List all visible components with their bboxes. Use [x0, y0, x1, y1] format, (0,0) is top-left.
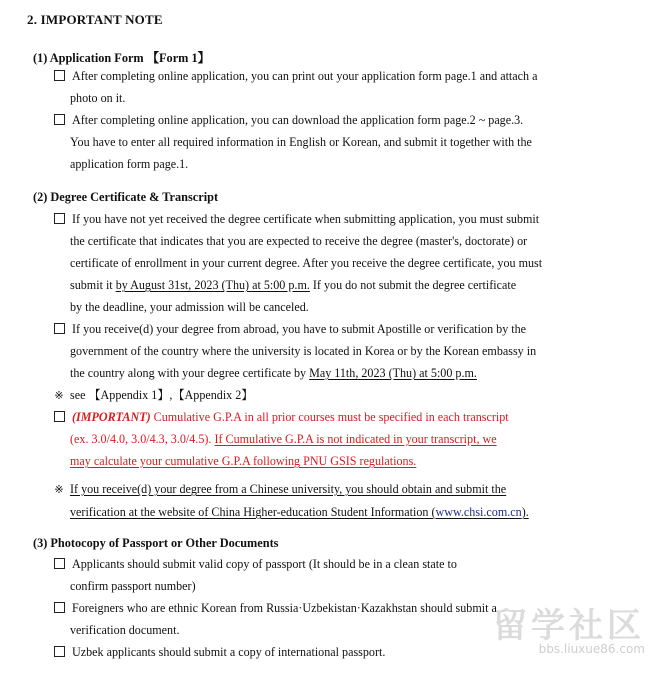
checkbox-icon [54, 213, 65, 224]
text-line: Uzbek applicants should submit a copy of international passport. [72, 645, 386, 659]
text-line [54, 274, 606, 296]
important-tag: (IMPORTANT) [72, 410, 151, 424]
section-2-title: (2) Degree Certificate & Transcript [33, 190, 219, 204]
reference-mark-icon: ※ [54, 390, 64, 402]
checkbox-icon [54, 646, 65, 657]
section-1-title: (1) Application Form 【Form 1】 [33, 51, 210, 65]
text-line: Applicants should submit valid copy of passport (It should be in a clean state to [72, 557, 457, 571]
page-heading: 2. IMPORTANT NOTE [27, 12, 163, 27]
text-line: application form page.1. [70, 157, 189, 171]
text-line: After completing online application, you can download the application form page.2 ~ page.3. [72, 113, 524, 127]
watermark-logo [493, 598, 645, 656]
reference-mark-icon: ※ [54, 484, 64, 496]
text-line: If you have not yet received the degree certificate when submitting application, you must submit [72, 212, 540, 226]
text-line [54, 501, 606, 523]
checkbox-icon [54, 114, 65, 125]
important-gpa-note [54, 406, 606, 472]
deadline-degree-certificate: by August 31st, 2023 (Thu) at 5:00 p.m. [115, 278, 310, 292]
text-segment: (ex. 3.0/4.0, 3.0/4.3, 3.0/4.5). [70, 432, 215, 446]
text-line [54, 428, 606, 450]
text-segment: If you do not submit the degree certificate [309, 278, 517, 292]
chsi-link[interactable]: www.chsi.com.cn [435, 505, 522, 519]
text-segment: verification at the website of China Higher-education Student Information ( [70, 505, 436, 519]
text-segment: ). [521, 505, 529, 519]
deadline-apostille: May 11th, 2023 (Thu) at 5:00 p.m. [309, 366, 477, 380]
text-line: photo on it. [70, 91, 126, 105]
section-3-item-1 [54, 553, 606, 597]
text-segment: the country along with your degree certificate by [70, 366, 310, 380]
text-line: After completing online application, you can print out your application form page.1 and attach a [72, 69, 538, 83]
watermark-url: bbs.liuxue86.com [538, 642, 645, 656]
appendix-text: see 【Appendix 1】,【Appendix 2】 [70, 388, 254, 402]
text-line: government of the country where the university is located in Korea or by the Korean embassy in [70, 344, 537, 358]
gpa-warning: If Cumulative G.P.A is not indicated in your transcript, we [214, 432, 497, 446]
checkbox-icon [54, 323, 65, 334]
section-2-item-2 [54, 318, 606, 384]
text-line: You have to enter all required information in English or Korean, and submit it together with the [70, 135, 532, 149]
section-1-item-1 [54, 65, 606, 109]
text-line: If you receive(d) your degree from a Chinese university, you should obtain and submit the [70, 482, 507, 496]
appendix-note [54, 384, 606, 407]
text-line [54, 362, 606, 384]
text-segment: submit it [70, 278, 116, 292]
text-line: Foreigners who are ethnic Korean from Russia·Uzbekistan·Kazakhstan should submit a [72, 601, 497, 615]
chinese-degree-note [54, 478, 606, 523]
text-line: certificate of enrollment in your current degree. After you receive the degree certificate, you must [70, 256, 543, 270]
watermark-text: 留学社区 [493, 606, 645, 646]
text-line: the certificate that indicates that you are expected to receive the degree (master's, doctorate) or [70, 234, 528, 248]
text-line: verification document. [70, 623, 180, 637]
checkbox-icon [54, 558, 65, 569]
text-line: by the deadline, your admission will be canceled. [70, 300, 309, 314]
checkbox-icon [54, 602, 65, 613]
text-segment: Cumulative G.P.A in all prior courses must be specified in each transcript [150, 410, 509, 424]
gpa-warning-line: may calculate your cumulative G.P.A following PNU GSIS regulations. [70, 454, 417, 468]
text-line: If you receive(d) your degree from abroad, you have to submit Apostille or verification by the [72, 322, 527, 336]
section-3-title: (3) Photocopy of Passport or Other Documents [33, 536, 279, 550]
checkbox-icon [54, 411, 65, 422]
text-line: confirm passport number) [70, 579, 196, 593]
section-1-item-2 [54, 109, 606, 175]
checkbox-icon [54, 70, 65, 81]
section-2-item-1 [54, 208, 606, 318]
